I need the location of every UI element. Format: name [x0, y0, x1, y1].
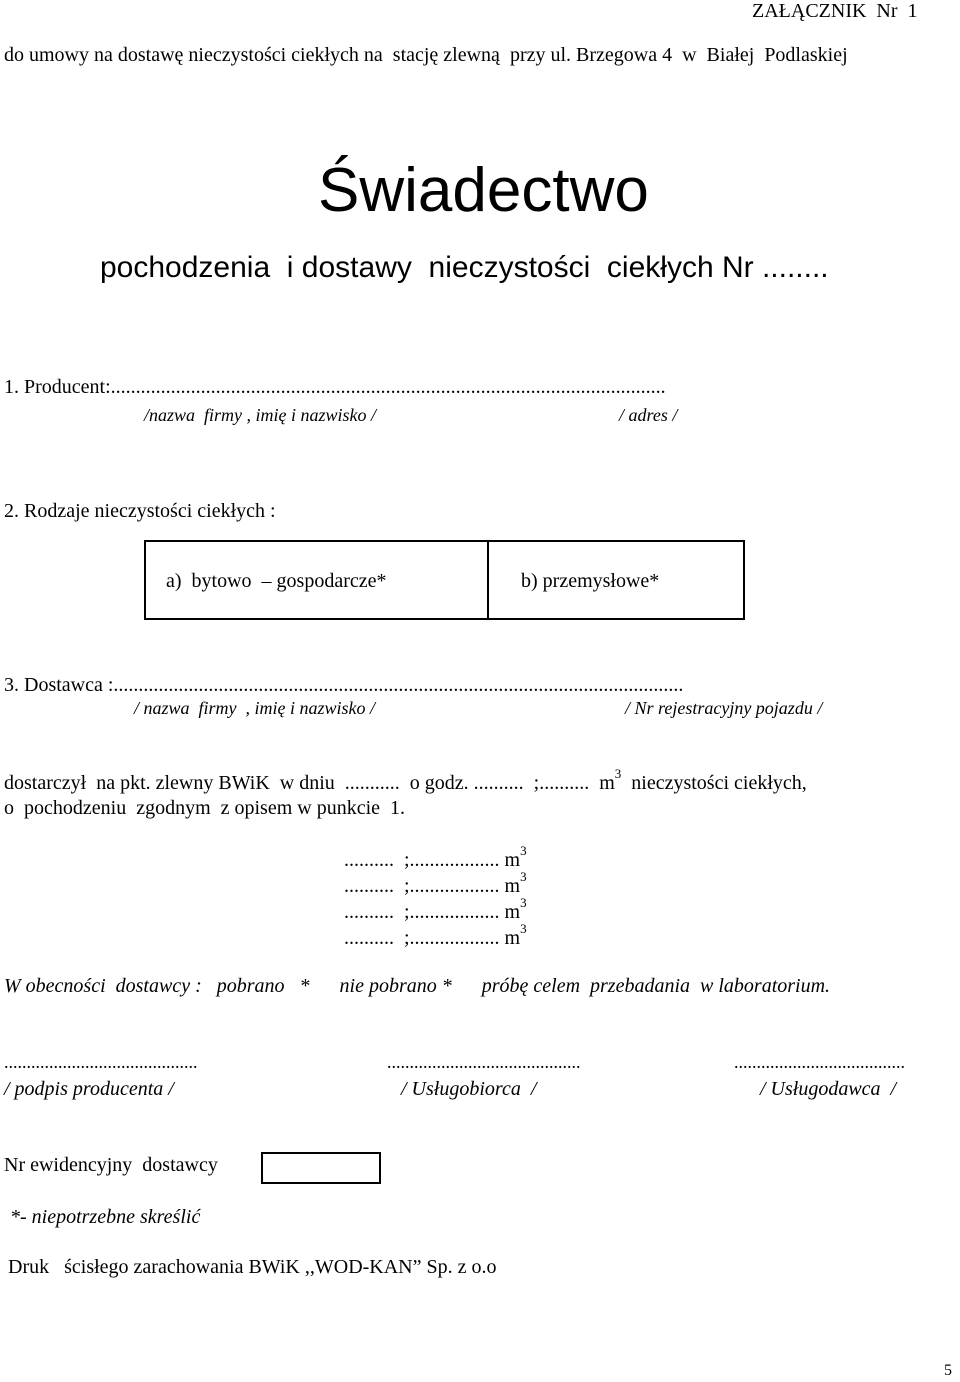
waste-type-option-b: b) przemysłowe*: [521, 570, 660, 592]
contract-reference: do umowy na dostawę nieczystości ciekłych na stację zlewną przy ul. Brzegowa 4 w Białej Podlaskiej: [4, 44, 848, 66]
sampling-statement: W obecności dostawcy : pobrano * nie pobrano * próbę celem przebadania w laboratorium.: [4, 975, 831, 997]
supplier-registration-caption: / Nr rejestracyjny pojazdu /: [625, 698, 823, 718]
producer-address-caption: / adres /: [619, 405, 678, 425]
producer-signature-dots: ...........................................: [4, 1052, 198, 1072]
extra-delivery-row: [344, 869, 527, 898]
attachment-label: ZAŁĄCZNIK Nr 1: [752, 0, 918, 22]
delivery-line-unit-exponent: 3: [614, 766, 622, 781]
waste-types-divider: [487, 540, 489, 620]
extra-delivery-row: [344, 921, 527, 950]
supplier-name-caption: / nazwa firmy , imię i nazwisko /: [134, 698, 376, 718]
page-number: 5: [944, 1362, 952, 1379]
supplier-line: 3. Dostawca :..................................................................................................................: [4, 674, 684, 696]
producer-line: 1. Producent:...............................................................................................................: [4, 376, 666, 398]
client-signature-caption: / Usługobiorca /: [401, 1078, 537, 1100]
extra-delivery-row-exponent: 3: [520, 843, 527, 858]
extra-delivery-row-text: .......... ;.................. m: [344, 901, 521, 923]
page-subtitle: pochodzenia i dostawy nieczystości ciekłych Nr ........: [100, 251, 829, 284]
extra-delivery-row-exponent: 3: [520, 921, 527, 936]
print-note: Druk ścisłego zarachowania BWiK ,,WOD-KAN” Sp. z o.o: [8, 1256, 497, 1278]
waste-type-option-a: a) bytowo – gospodarcze*: [166, 570, 387, 592]
extra-delivery-row-exponent: 3: [520, 895, 527, 910]
contractor-signature-caption: / Usługodawca /: [760, 1078, 897, 1100]
delivery-line-text: dostarczył na pkt. zlewny BWiK w dniu ........... o godz. .......... ;.......... m: [4, 772, 615, 794]
contractor-signature-dots: ......................................: [734, 1052, 905, 1072]
extra-delivery-row-text: .......... ;.................. m: [344, 927, 521, 949]
footnote: *- niepotrzebne skreślić: [10, 1206, 201, 1228]
extra-delivery-row: [344, 895, 527, 924]
extra-delivery-row: [344, 843, 527, 872]
extra-delivery-row-text: .......... ;.................. m: [344, 875, 521, 897]
producer-name-caption: /nazwa firmy , imię i nazwisko /: [144, 405, 377, 425]
extra-delivery-row-exponent: 3: [520, 869, 527, 884]
client-signature-dots: ...........................................: [387, 1052, 581, 1072]
producer-signature-caption: / podpis producenta /: [4, 1078, 174, 1100]
extra-delivery-row-text: .......... ;.................. m: [344, 849, 521, 871]
delivery-line-tail: nieczystości ciekłych,: [621, 772, 807, 794]
registry-number-label: Nr ewidencyjny dostawcy: [4, 1154, 218, 1176]
delivery-line: [4, 766, 807, 795]
page-title: Świadectwo: [318, 156, 649, 225]
registry-number-field[interactable]: [261, 1152, 381, 1184]
waste-types-heading: 2. Rodzaje nieczystości ciekłych :: [4, 500, 276, 522]
delivery-origin-line: o pochodzeniu zgodnym z opisem w punkcie 1.: [4, 797, 406, 819]
